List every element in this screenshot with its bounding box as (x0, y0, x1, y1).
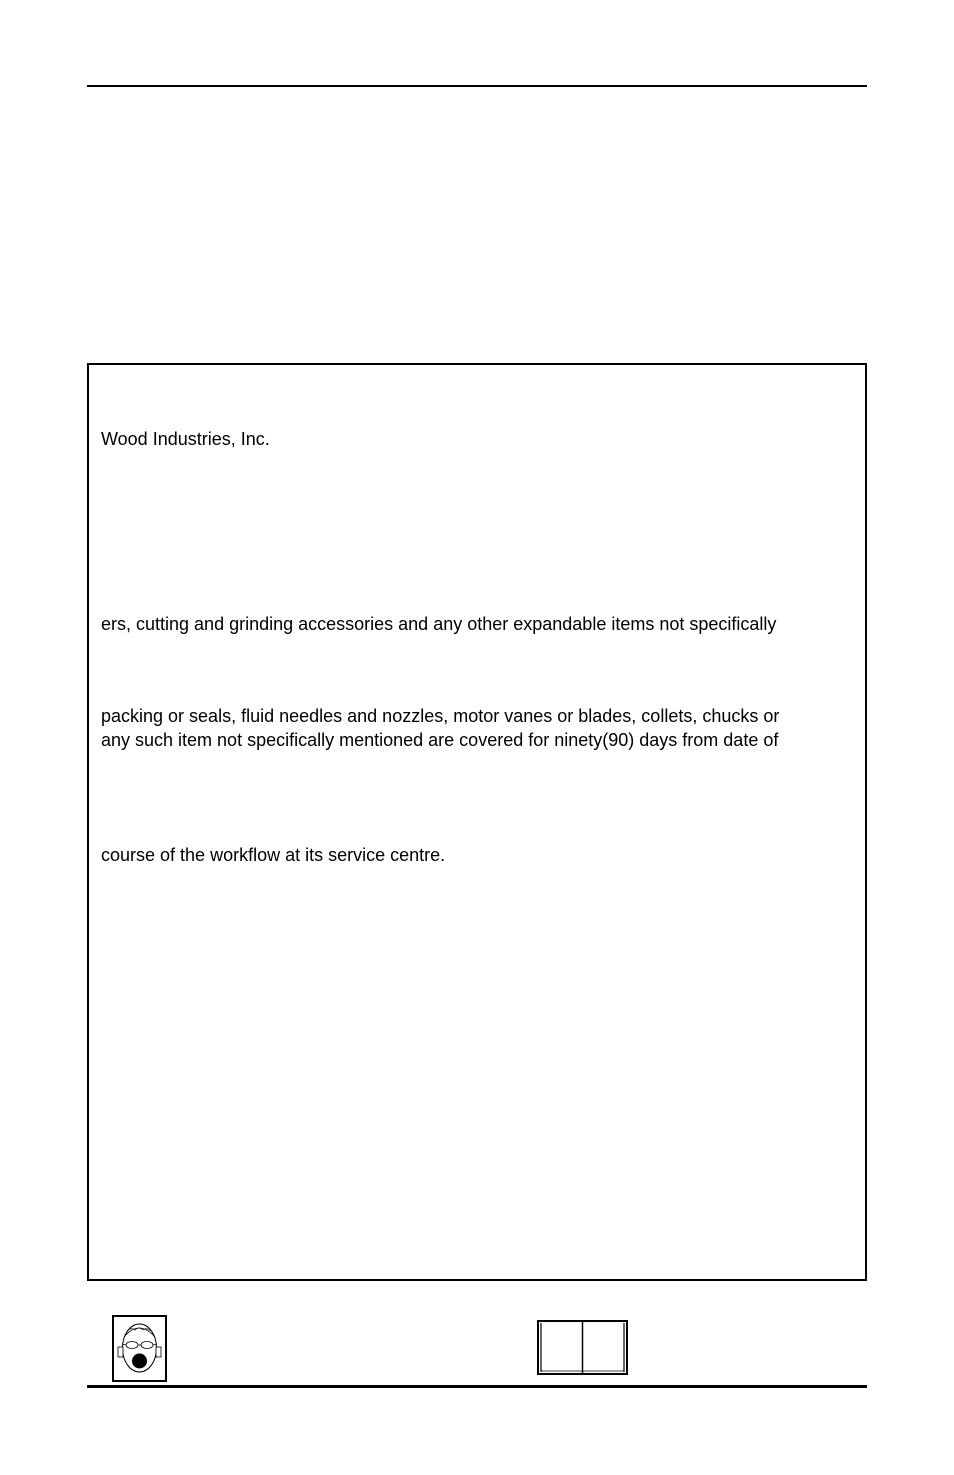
header-rule (87, 85, 867, 87)
warranty-text-line: any such item not specifically mentioned are covered for ninety(90) days from date of (101, 730, 779, 750)
footer-rule (87, 1385, 867, 1388)
face-shield-ear-protection-icon (112, 1315, 167, 1382)
warranty-text-line: packing or seals, fluid needles and nozzles, motor vanes or blades, collets, chucks or (101, 706, 780, 726)
read-manual-book-icon (537, 1320, 628, 1375)
warranty-text-line: course of the workflow at its service centre. (101, 845, 446, 865)
warranty-text-line: ers, cutting and grinding accessories and any other expandable items not specifically (101, 614, 777, 634)
warranty-company-line: Wood Industries, Inc. (101, 429, 270, 449)
warranty-box (87, 363, 867, 1281)
